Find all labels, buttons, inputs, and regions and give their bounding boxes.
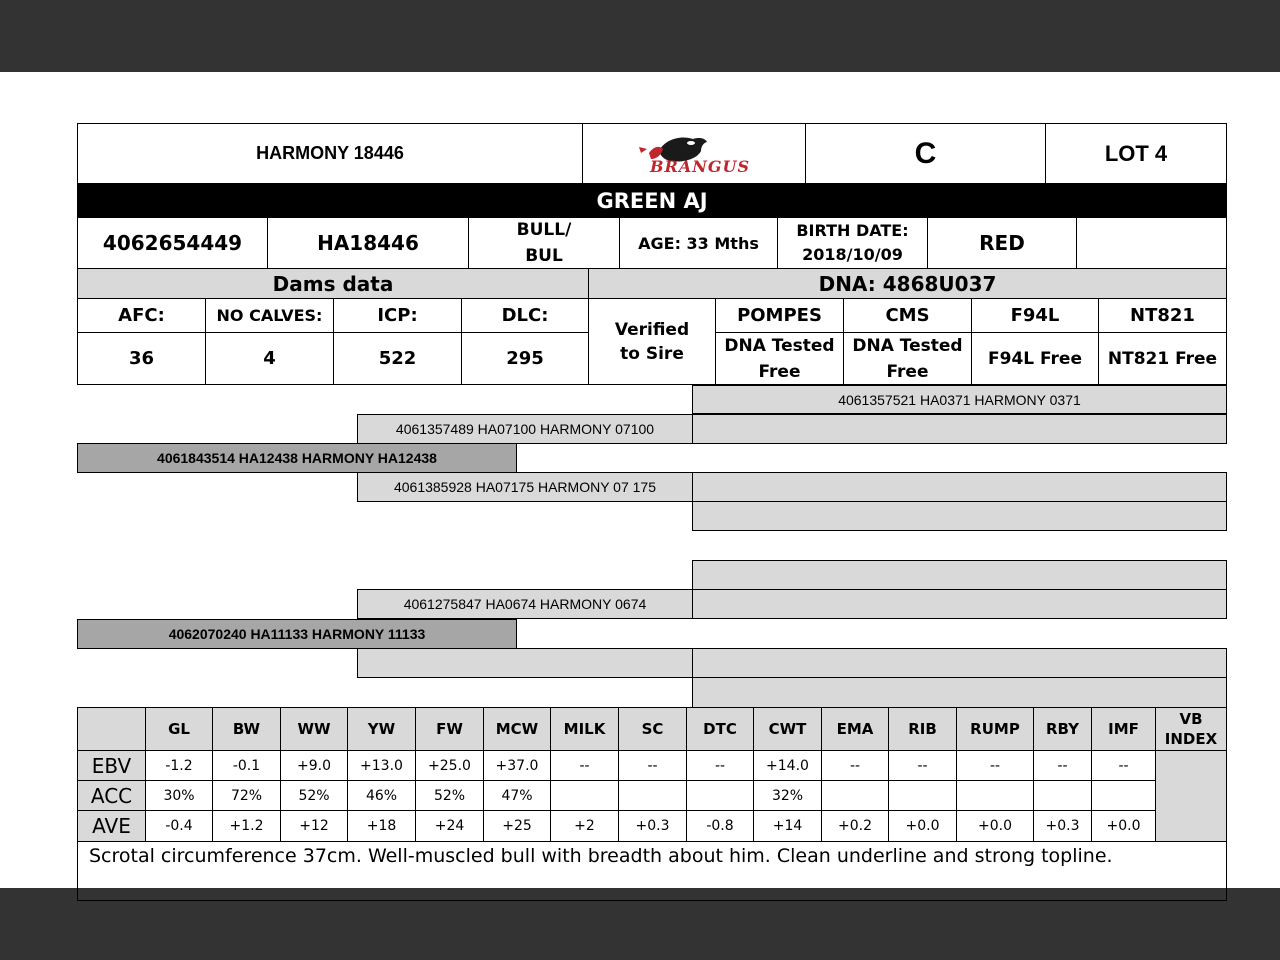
pedigree-slot-5 [692, 501, 1227, 531]
trait-header: DTC [686, 707, 754, 751]
trait-header: MILK [550, 707, 619, 751]
comments-text: Scrotal circumference 37cm. Well-muscled bull with breadth about him. Clean underline and strong topline. [89, 845, 1113, 867]
owner-bar: GREEN AJ [77, 183, 1227, 218]
acc-cell: 47% [483, 780, 551, 811]
pedigree-paternal-grandsire: 4061357489 HA07100 HARMONY 07100 [357, 414, 693, 444]
dams-data-title: Dams data [77, 268, 589, 299]
trait-header: RIB [888, 707, 957, 751]
pedigree-ggs-1: 4061357521 HA0371 HARMONY 0371 [692, 385, 1227, 414]
acc-cell [1033, 780, 1092, 811]
ebv-cell: -- [618, 750, 687, 781]
animal-extra [1076, 217, 1227, 269]
pedigree-sire: 4061843514 HA12438 HARMONY HA12438 [77, 443, 517, 473]
dna-result-pompes: DNA Tested Free [715, 332, 844, 385]
pedigree-dam: 4062070240 HA11133 HARMONY 11133 [77, 619, 517, 649]
trait-header: EMA [821, 707, 889, 751]
dna-title: DNA: 4868U037 [588, 268, 1227, 299]
ebv-cell: +25.0 [415, 750, 484, 781]
ave-cell: +0.2 [821, 810, 889, 842]
dams-value-afc: 36 [77, 332, 206, 385]
grade-label: C [805, 123, 1046, 184]
ebv-cell: -- [550, 750, 619, 781]
ebv-cell: -- [956, 750, 1034, 781]
trait-header: RUMP [956, 707, 1034, 751]
ave-cell: +24 [415, 810, 484, 842]
comments-box [77, 841, 1227, 901]
animal-tattoo: HA18446 [267, 217, 469, 269]
ebv-cell: +37.0 [483, 750, 551, 781]
animal-age: AGE: 33 Mths [619, 217, 778, 269]
ave-cell: +0.0 [1091, 810, 1156, 842]
dams-label-no-calves: NO CALVES: [205, 298, 334, 333]
acc-cell: 52% [415, 780, 484, 811]
dna-test-cms: CMS [843, 298, 972, 333]
ave-cell: -0.4 [145, 810, 213, 842]
trait-header: GL [145, 707, 213, 751]
ebv-cell: -- [821, 750, 889, 781]
trait-header: MCW [483, 707, 551, 751]
dams-value-no-calves: 4 [205, 332, 334, 385]
acc-cell [821, 780, 889, 811]
dams-label-dlc: DLC: [461, 298, 589, 333]
pedigree-paternal-granddam: 4061385928 HA07175 HARMONY 07 175 [357, 472, 693, 502]
trait-header: YW [347, 707, 416, 751]
acc-cell [550, 780, 619, 811]
ave-cell: +0.0 [956, 810, 1034, 842]
animal-sex: BULL/ BUL [468, 217, 620, 269]
acc-cell [686, 780, 754, 811]
ave-cell: +1.2 [212, 810, 281, 842]
ave-cell: +0.3 [618, 810, 687, 842]
acc-cell: 32% [753, 780, 822, 811]
row-label-acc: ACC [77, 780, 146, 811]
trait-header: FW [415, 707, 484, 751]
dams-value-dlc: 295 [461, 332, 589, 385]
verified-to-sire: Verified to Sire [588, 298, 716, 385]
row-label-ave: AVE [77, 810, 146, 842]
dna-result-cms: DNA Tested Free [843, 332, 972, 385]
logo-wordmark: BRANGUS [650, 157, 751, 176]
animal-name: HARMONY 18446 [77, 123, 583, 184]
acc-cell: 72% [212, 780, 281, 811]
ebv-cell: -- [888, 750, 957, 781]
dna-result-nt821: NT821 Free [1098, 332, 1227, 385]
ave-cell: +25 [483, 810, 551, 842]
vb-index-header: VB INDEX [1155, 707, 1227, 751]
pedigree-slot-9 [692, 677, 1227, 708]
pedigree-slot-8 [692, 648, 1227, 678]
ave-cell: +18 [347, 810, 416, 842]
ebv-cell: -- [1091, 750, 1156, 781]
ebv-cell: -- [686, 750, 754, 781]
row-label-ebv: EBV [77, 750, 146, 781]
pedigree-maternal-grandsire: 4061275847 HA0674 HARMONY 0674 [357, 589, 693, 619]
animal-colour: RED [927, 217, 1077, 269]
trait-header: RBY [1033, 707, 1092, 751]
brangus-logo [582, 123, 806, 184]
pedigree-slot-4 [692, 472, 1227, 502]
ave-cell: +0.0 [888, 810, 957, 842]
ebv-cell: +14.0 [753, 750, 822, 781]
acc-cell: 46% [347, 780, 416, 811]
acc-cell: 30% [145, 780, 213, 811]
ave-cell: +12 [280, 810, 348, 842]
ave-cell: +0.3 [1033, 810, 1092, 842]
dams-label-icp: ICP: [333, 298, 462, 333]
vb-index-value [1155, 750, 1227, 842]
birth-date-value: 2018/10/09 [802, 245, 903, 264]
dams-value-icp: 522 [333, 332, 462, 385]
animal-id-number: 4062654449 [77, 217, 268, 269]
ebv-cell: -0.1 [212, 750, 281, 781]
pedigree-slot-6 [692, 560, 1227, 590]
ave-cell: -0.8 [686, 810, 754, 842]
acc-cell [618, 780, 687, 811]
ebv-cell: +9.0 [280, 750, 348, 781]
pedigree-slot-2 [692, 414, 1227, 444]
trait-header: IMF [1091, 707, 1156, 751]
ebv-cell: -1.2 [145, 750, 213, 781]
dna-result-f94l: F94L Free [971, 332, 1099, 385]
dams-label-afc: AFC: [77, 298, 206, 333]
ebv-cell: -- [1033, 750, 1092, 781]
dna-test-f94l: F94L [971, 298, 1099, 333]
acc-cell [956, 780, 1034, 811]
trait-header: CWT [753, 707, 822, 751]
dna-test-pompes: POMPES [715, 298, 844, 333]
acc-cell [888, 780, 957, 811]
ave-cell: +14 [753, 810, 822, 842]
birth-date-label: BIRTH DATE: [796, 221, 909, 240]
lot-label: LOT 4 [1045, 123, 1227, 184]
ave-cell: +2 [550, 810, 619, 842]
pedigree-maternal-granddam [357, 648, 693, 678]
trait-header: SC [618, 707, 687, 751]
catalogue-page [0, 72, 1280, 888]
acc-cell: 52% [280, 780, 348, 811]
pedigree-slot-7 [692, 589, 1227, 619]
birth-date-cell [777, 217, 928, 269]
breedplan-corner [77, 707, 146, 751]
dna-test-nt821: NT821 [1098, 298, 1227, 333]
trait-header: WW [280, 707, 348, 751]
ebv-cell: +13.0 [347, 750, 416, 781]
trait-header: BW [212, 707, 281, 751]
acc-cell [1091, 780, 1156, 811]
